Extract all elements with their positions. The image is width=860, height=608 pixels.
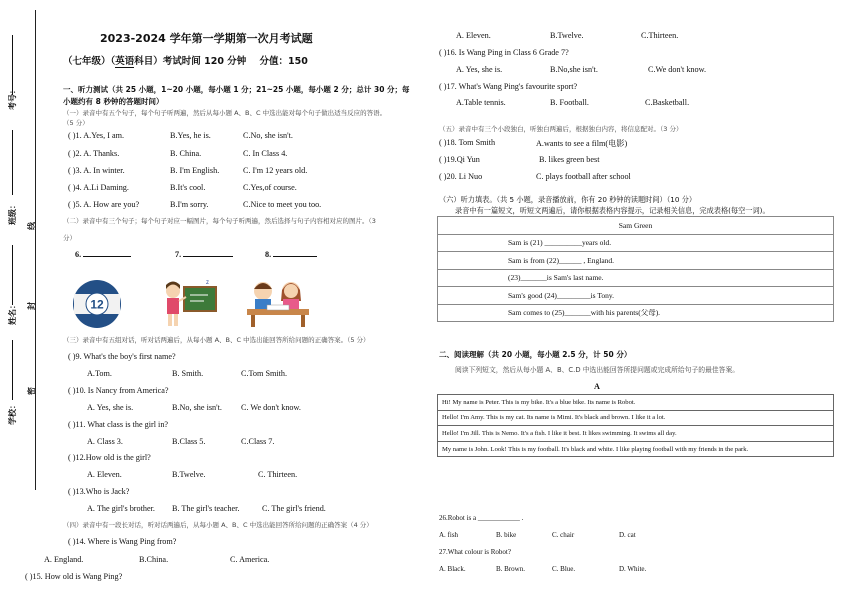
q14-b: B.China. (139, 555, 169, 564)
part4-instructions: （四）录音中有一段长对话，听对话两遍后，从每小题 A、B、C 中选出能回答所给问题的正确答案（4 分） (63, 521, 373, 529)
q27-b: B. Brown. (496, 565, 525, 573)
exam-title: 2023-2024 学年第一学期第一次月考试题 (100, 32, 313, 45)
exam-number-label: 考号： (8, 86, 17, 110)
q5: ( )5. A. How are you? (68, 200, 140, 209)
q4-b: B.It's cool. (170, 183, 206, 192)
class-label: 班级： (8, 201, 17, 225)
q5-b: B.I'm sorry. (170, 200, 209, 209)
q5-c: C.Nice to meet you too. (243, 200, 322, 209)
q4: ( )4. A.Li Daming. (68, 183, 129, 192)
q10-b: B.No, she isn't. (172, 403, 222, 412)
q12-b: B.Twelve. (172, 470, 206, 479)
q9-a: A.Tom. (87, 369, 112, 378)
q27-d: D. White. (619, 565, 647, 573)
q26-c: C. chair (552, 531, 575, 539)
q8 (265, 250, 317, 259)
q27: 27.What colour is Robot? (439, 548, 511, 556)
q14-a: A. England. (44, 555, 84, 564)
q14: ( )14. Where is Wang Ping from? (68, 537, 177, 546)
q8-label: 8. (265, 250, 272, 259)
exam-info (63, 53, 308, 67)
seal-secret-char: 密 (27, 387, 36, 395)
part1-instructions-2: （5 分） (63, 119, 89, 127)
girl-blackboard-image (158, 277, 218, 329)
q15-a: A. Eleven. (456, 31, 491, 40)
part3-instructions: （三）录音中有五组对话，听对话两遍后，从每小题 A、B、C 中选出能回答所给问题的正确答案。（5 分） (63, 336, 370, 344)
q18-option: A.wants to see a film(电影) (536, 139, 628, 148)
score: 分值：150 (259, 56, 308, 67)
section2-title: 二、阅读理解（共 20 小题，每小题 2.5 分，计 50 分） (439, 350, 632, 359)
q12-a: A. Eleven. (87, 470, 122, 479)
billiard-ball-image (72, 277, 122, 329)
seal-line-char: 线 (27, 222, 36, 230)
q3-c: C. I'm 12 years old. (243, 166, 308, 175)
q9: ( )9. What's the boy's first name? (68, 352, 176, 361)
q9-c: C.Tom Smith. (241, 369, 288, 378)
q1: ( )1. A.Yes, I am. (68, 131, 125, 140)
q10-a: A. Yes, she is. (87, 403, 134, 412)
q13-b: B. The girl's teacher. (172, 504, 240, 513)
q7 (175, 250, 233, 259)
q20-option: C. plays football after school (536, 172, 631, 181)
passage-label: A (594, 382, 600, 391)
class-line (12, 130, 14, 195)
q13-a: A. The girl's brother. (87, 504, 155, 513)
section1-title-2: 小题约有 8 秒钟的答题时间） (63, 97, 164, 106)
table-row-22[interactable]: Sam is from (22)______ , England. (438, 252, 834, 270)
q6 (75, 250, 131, 259)
passage-line-1: Hi! My name is Peter. This is my bike. It's a blue bike. Its name is Robot. (438, 395, 834, 411)
part2-instructions: （二）录音中有三个句子；每个句子对应一幅图片，每个句子听两遍，然后选择与句子内容相对应的图片。（3 (63, 217, 376, 225)
table-row-24[interactable]: Sam's good (24)_________is Tony. (438, 287, 834, 305)
q2-b: B. China. (170, 149, 202, 158)
ball-number: 12 (90, 297, 104, 312)
q7-label: 7. (175, 250, 182, 259)
q14-c: C. America. (230, 555, 270, 564)
school-label: 学校： (8, 401, 17, 425)
q26-d: D. cat (619, 531, 636, 539)
q26-b: B. bike (496, 531, 517, 539)
students-desk-image (243, 277, 313, 329)
exam-number-line (12, 35, 14, 95)
school-line (12, 340, 14, 400)
q6-blank[interactable] (83, 256, 131, 257)
q16-c: C.We don't know. (648, 65, 707, 74)
q11: ( )11. What class is the girl in? (68, 420, 169, 429)
table-row-23[interactable]: (23)_______is Sam's last name. (438, 269, 834, 287)
section1-title: 一、听力测试（共 25 小题，1~20 小题，每小题 1 分；21~25 小题，每小题 2 分；总计 30 分；每 (63, 85, 410, 94)
q19-option: B. likes green best (539, 155, 600, 164)
q17-b: B. Football. (550, 98, 589, 107)
exam-time: 科目）考试时间 120 分钟 (134, 56, 247, 67)
passage-line-2: Hello! I'm Amy. This is my cat. Its name is Mimi. It's black and brown. I like it a lot. (438, 410, 834, 426)
q16: ( )16. Is Wang Ping in Class 6 Grade 7? (439, 48, 569, 57)
q19: ( )19.Qi Yun (439, 155, 480, 164)
q15: ( )15. How old is Wang Ping? (25, 572, 123, 581)
binding-line (35, 10, 36, 490)
q15-b: B.Twelve. (550, 31, 584, 40)
table-row-21[interactable]: Sam is (21) __________years old. (438, 234, 834, 252)
q2: ( )2. A. Thanks. (68, 149, 120, 158)
listening-fill-table (437, 216, 834, 322)
section2-instructions: 阅读下列短文，然后从每小题 A、B、C.D 中选出能回答所提问题或完成所给句子的最佳答案。 (455, 366, 740, 374)
q17: ( )17. What's Wang Ping's favourite sport? (439, 82, 578, 91)
part2-instructions-2: 分） (63, 234, 76, 242)
q3: ( )3. A. In winter. (68, 166, 125, 175)
q17-c: C.Basketball. (645, 98, 690, 107)
name-line (12, 245, 14, 305)
q1-c: C.No, she isn't. (243, 131, 293, 140)
reading-passage-table (437, 394, 834, 457)
table-row-25[interactable]: Sam comes to (25)_______with his parents(父母). (438, 304, 834, 322)
q7-blank[interactable] (183, 256, 233, 257)
q6-label: 6. (75, 250, 82, 259)
q12: ( )12.How old is the girl? (68, 453, 151, 462)
q13: ( )13.Who is Jack? (68, 487, 130, 496)
passage-line-3: Hello! I'm Jill. This is Nemo. It's a fish. I like it best. It likes swimming. It swims all day. (438, 426, 834, 442)
q26-a: A. fish (439, 531, 459, 539)
q9-b: B. Smith. (172, 369, 204, 378)
svg-text:z: z (206, 280, 209, 286)
q17-a: A.Table tennis. (456, 98, 506, 107)
q11-a: A. Class 3. (87, 437, 123, 446)
part1-instructions: （一）录音中有五个句子，每个句子听两遍，然后从每小题 A、B、C 中选出能对每个句子做出适当反应的答语。 (63, 109, 387, 117)
q12-c: C. Thirteen. (258, 470, 298, 479)
passage-line-4: My name is John. Look! This is my football. It's black and white. I like playing football with my friends in the park. (438, 441, 834, 457)
name-label: 姓名： (8, 301, 17, 325)
q3-b: B. I'm English. (170, 166, 220, 175)
q15-c: C.Thirteen. (641, 31, 679, 40)
q11-b: B.Class 5. (172, 437, 206, 446)
q26: 26.Robot is a ____________ . (439, 514, 524, 522)
seal-seal-char: 封 (27, 302, 36, 310)
grade: （七年级） (63, 56, 111, 67)
q10: ( )10. Is Nancy from America? (68, 386, 169, 395)
q10-c: C. We don't know. (241, 403, 301, 412)
q16-b: B.No,she isn't. (550, 65, 598, 74)
q4-c: C.Yes,of course. (243, 183, 297, 192)
q27-c: C. Blue. (552, 565, 576, 573)
q1-b: B.Yes, he is. (170, 131, 211, 140)
q18: ( )18. Tom Smith (439, 138, 496, 147)
q27-a: A. Black. (439, 565, 466, 573)
q2-c: C. In Class 4. (243, 149, 288, 158)
q8-blank[interactable] (273, 256, 317, 257)
part5-instructions: （五）录音中有三个小段独白，听独白两遍后，根据独白内容，将信息配对。（3 分） (439, 125, 683, 133)
part6-instructions-2: 录音中有一篇短文，听短文两遍后，请你根据表格内容提示，记录相关信息，完成表格(每空一词)。 (455, 206, 770, 215)
subject-open: （ (110, 56, 116, 67)
q16-a: A. Yes, she is. (456, 65, 503, 74)
q20: ( )20. Li Nuo (439, 172, 483, 181)
part6-instructions: （六）听力填表。（共 5 小题，录音播放前，你有 20 秒钟的读题时间）（10 分） (439, 195, 697, 204)
q11-c: C.Class 7. (241, 437, 275, 446)
table-header: Sam Green (438, 217, 834, 235)
q13-c: C. The girl's friend. (262, 504, 326, 513)
subject: 英语 (115, 56, 135, 67)
